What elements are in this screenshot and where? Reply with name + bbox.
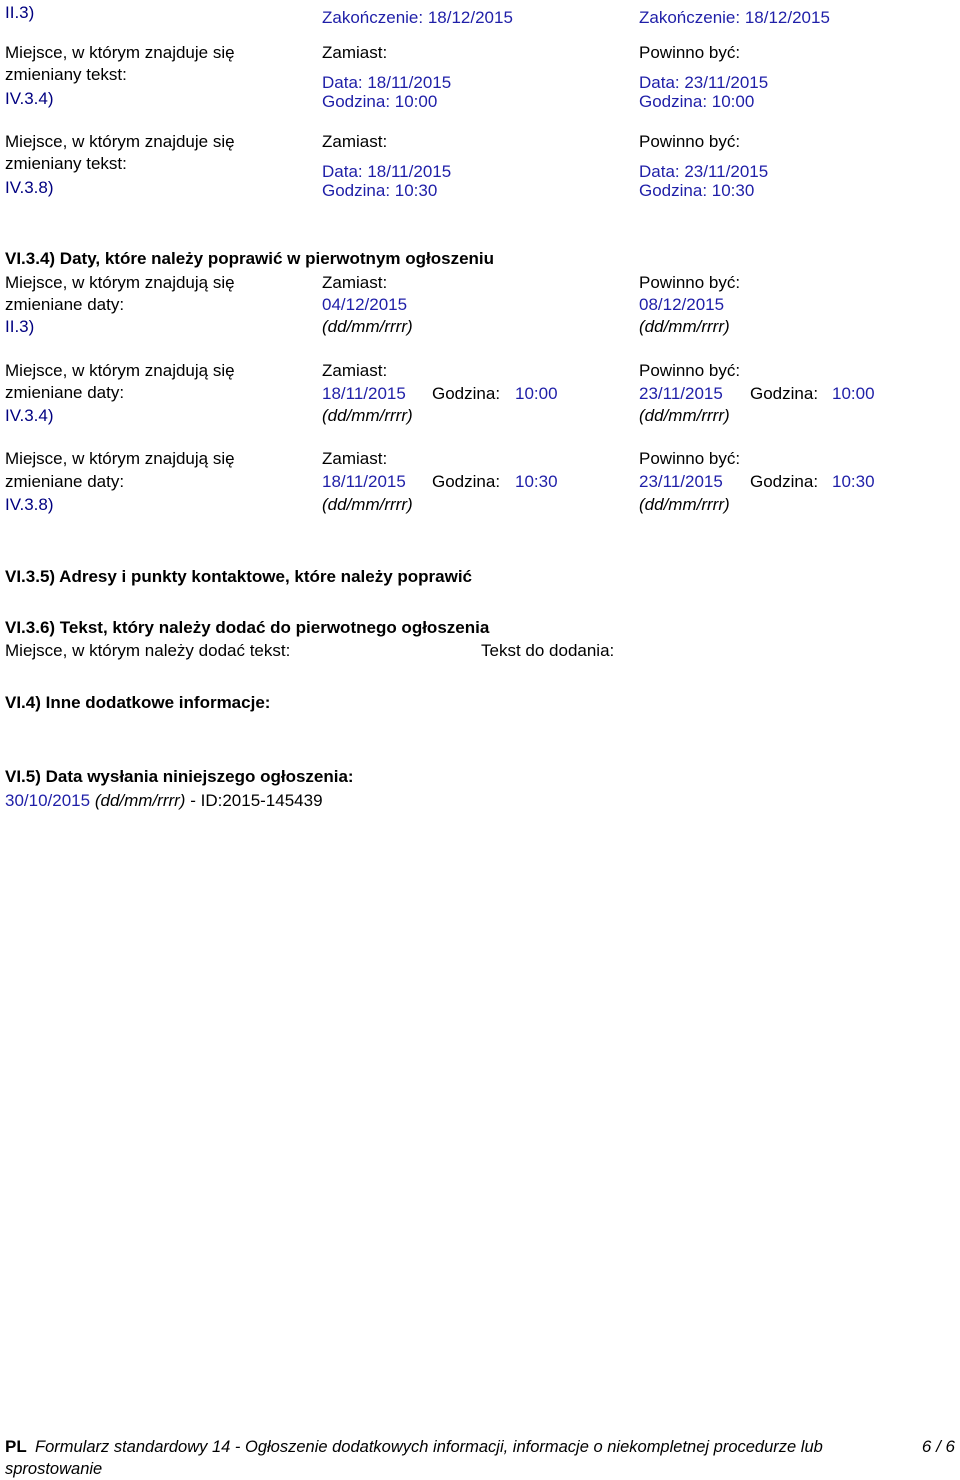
should-label: Powinno być: <box>639 361 741 380</box>
should-date-format: (dd/mm/rrrr) <box>639 406 730 425</box>
section-ref: IV.3.4) <box>5 89 54 108</box>
instead-date-format: (dd/mm/rrrr) <box>322 317 413 336</box>
footer-form-title: sprostowanie <box>5 1460 103 1478</box>
section-ref: IV.3.4) <box>5 406 54 425</box>
instead-date: Data: 18/11/2015 <box>322 73 452 92</box>
should-date: 08/12/2015 <box>639 295 725 314</box>
should-date-format: (dd/mm/rrrr) <box>639 495 730 514</box>
instead-label: Zamiast: <box>322 43 388 62</box>
instead-label: Zamiast: <box>322 132 388 151</box>
instead-date-format: (dd/mm/rrrr) <box>322 495 413 514</box>
should-date-format: (dd/mm/rrrr) <box>639 317 730 336</box>
section-ref: II.3) <box>5 317 35 336</box>
section-heading: VI.3.4) Daty, które należy poprawić w pierwotnym ogłoszeniu <box>5 249 495 268</box>
should-time: Godzina: 10:30 <box>639 181 755 200</box>
dispatch-date: 30/10/2015 <box>5 791 91 810</box>
section-ref: IV.3.8) <box>5 495 54 514</box>
instead-time: Godzina: 10:00 <box>322 92 438 111</box>
place-label: zmieniany tekst: <box>5 65 127 84</box>
should-label: Powinno być: <box>639 132 741 151</box>
dispatch-date-line <box>5 790 323 812</box>
instead-end-date: Zakończenie: 18/12/2015 <box>322 8 513 27</box>
instead-time: 10:30 <box>515 472 558 491</box>
place-label: Miejsce, w którym znajdują się <box>5 449 235 468</box>
should-label: Powinno być: <box>639 273 741 292</box>
should-time-label: Godzina: <box>750 384 819 403</box>
place-label: Miejsce, w którym należy dodać tekst: <box>5 641 291 660</box>
place-label: Miejsce, w którym znajdują się <box>5 361 235 380</box>
should-time: 10:30 <box>832 472 875 491</box>
instead-date: Data: 18/11/2015 <box>322 162 452 181</box>
section-heading: VI.5) Data wysłania niniejszego ogłoszenia: <box>5 767 354 786</box>
instead-label: Zamiast: <box>322 361 388 380</box>
should-date: 23/11/2015 <box>639 472 723 491</box>
ref-fragment: II.3) <box>5 3 35 22</box>
should-label: Powinno być: <box>639 43 741 62</box>
place-label: zmieniane daty: <box>5 383 125 402</box>
should-date: Data: 23/11/2015 <box>639 162 769 181</box>
place-label: Miejsce, w którym znajduje się <box>5 43 235 62</box>
section-heading: VI.4) Inne dodatkowe informacje: <box>5 693 271 712</box>
should-date: Data: 23/11/2015 <box>639 73 769 92</box>
should-time: Godzina: 10:00 <box>639 92 755 111</box>
footer-form-title: Formularz standardowy 14 - Ogłoszenie dodatkowych informacji, informacje o niekompletnej procedurze lub <box>35 1438 823 1456</box>
instead-time: 10:00 <box>515 384 558 403</box>
text-to-add-label: Tekst do dodania: <box>481 641 615 660</box>
place-label: zmieniane daty: <box>5 295 125 314</box>
place-label: Miejsce, w którym znajduje się <box>5 132 235 151</box>
section-heading: VI.3.6) Tekst, który należy dodać do pierwotnego ogłoszenia <box>5 618 490 637</box>
footer-language: PL <box>5 1437 27 1456</box>
instead-date: 18/11/2015 <box>322 472 406 491</box>
instead-date: 18/11/2015 <box>322 384 406 403</box>
notice-id: - ID:2015-145439 <box>190 791 323 810</box>
instead-time-label: Godzina: <box>432 472 501 491</box>
instead-time: Godzina: 10:30 <box>322 181 438 200</box>
should-date: 23/11/2015 <box>639 384 723 403</box>
place-label: zmieniany tekst: <box>5 154 127 173</box>
section-heading: VI.3.5) Adresy i punkty kontaktowe, które należy poprawić <box>5 567 473 586</box>
dispatch-date-format: (dd/mm/rrrr) <box>94 791 186 810</box>
section-ref: IV.3.8) <box>5 178 54 197</box>
place-label: zmieniane daty: <box>5 472 125 491</box>
should-end-date: Zakończenie: 18/12/2015 <box>639 8 830 27</box>
page-number: 6 / 6 <box>921 1437 955 1456</box>
should-label: Powinno być: <box>639 449 741 468</box>
instead-date-format: (dd/mm/rrrr) <box>322 406 413 425</box>
instead-date: 04/12/2015 <box>322 295 408 314</box>
should-time: 10:00 <box>832 384 875 403</box>
should-time-label: Godzina: <box>750 472 819 491</box>
instead-label: Zamiast: <box>322 273 388 292</box>
instead-label: Zamiast: <box>322 449 388 468</box>
instead-time-label: Godzina: <box>432 384 501 403</box>
place-label: Miejsce, w którym znajdują się <box>5 273 235 292</box>
